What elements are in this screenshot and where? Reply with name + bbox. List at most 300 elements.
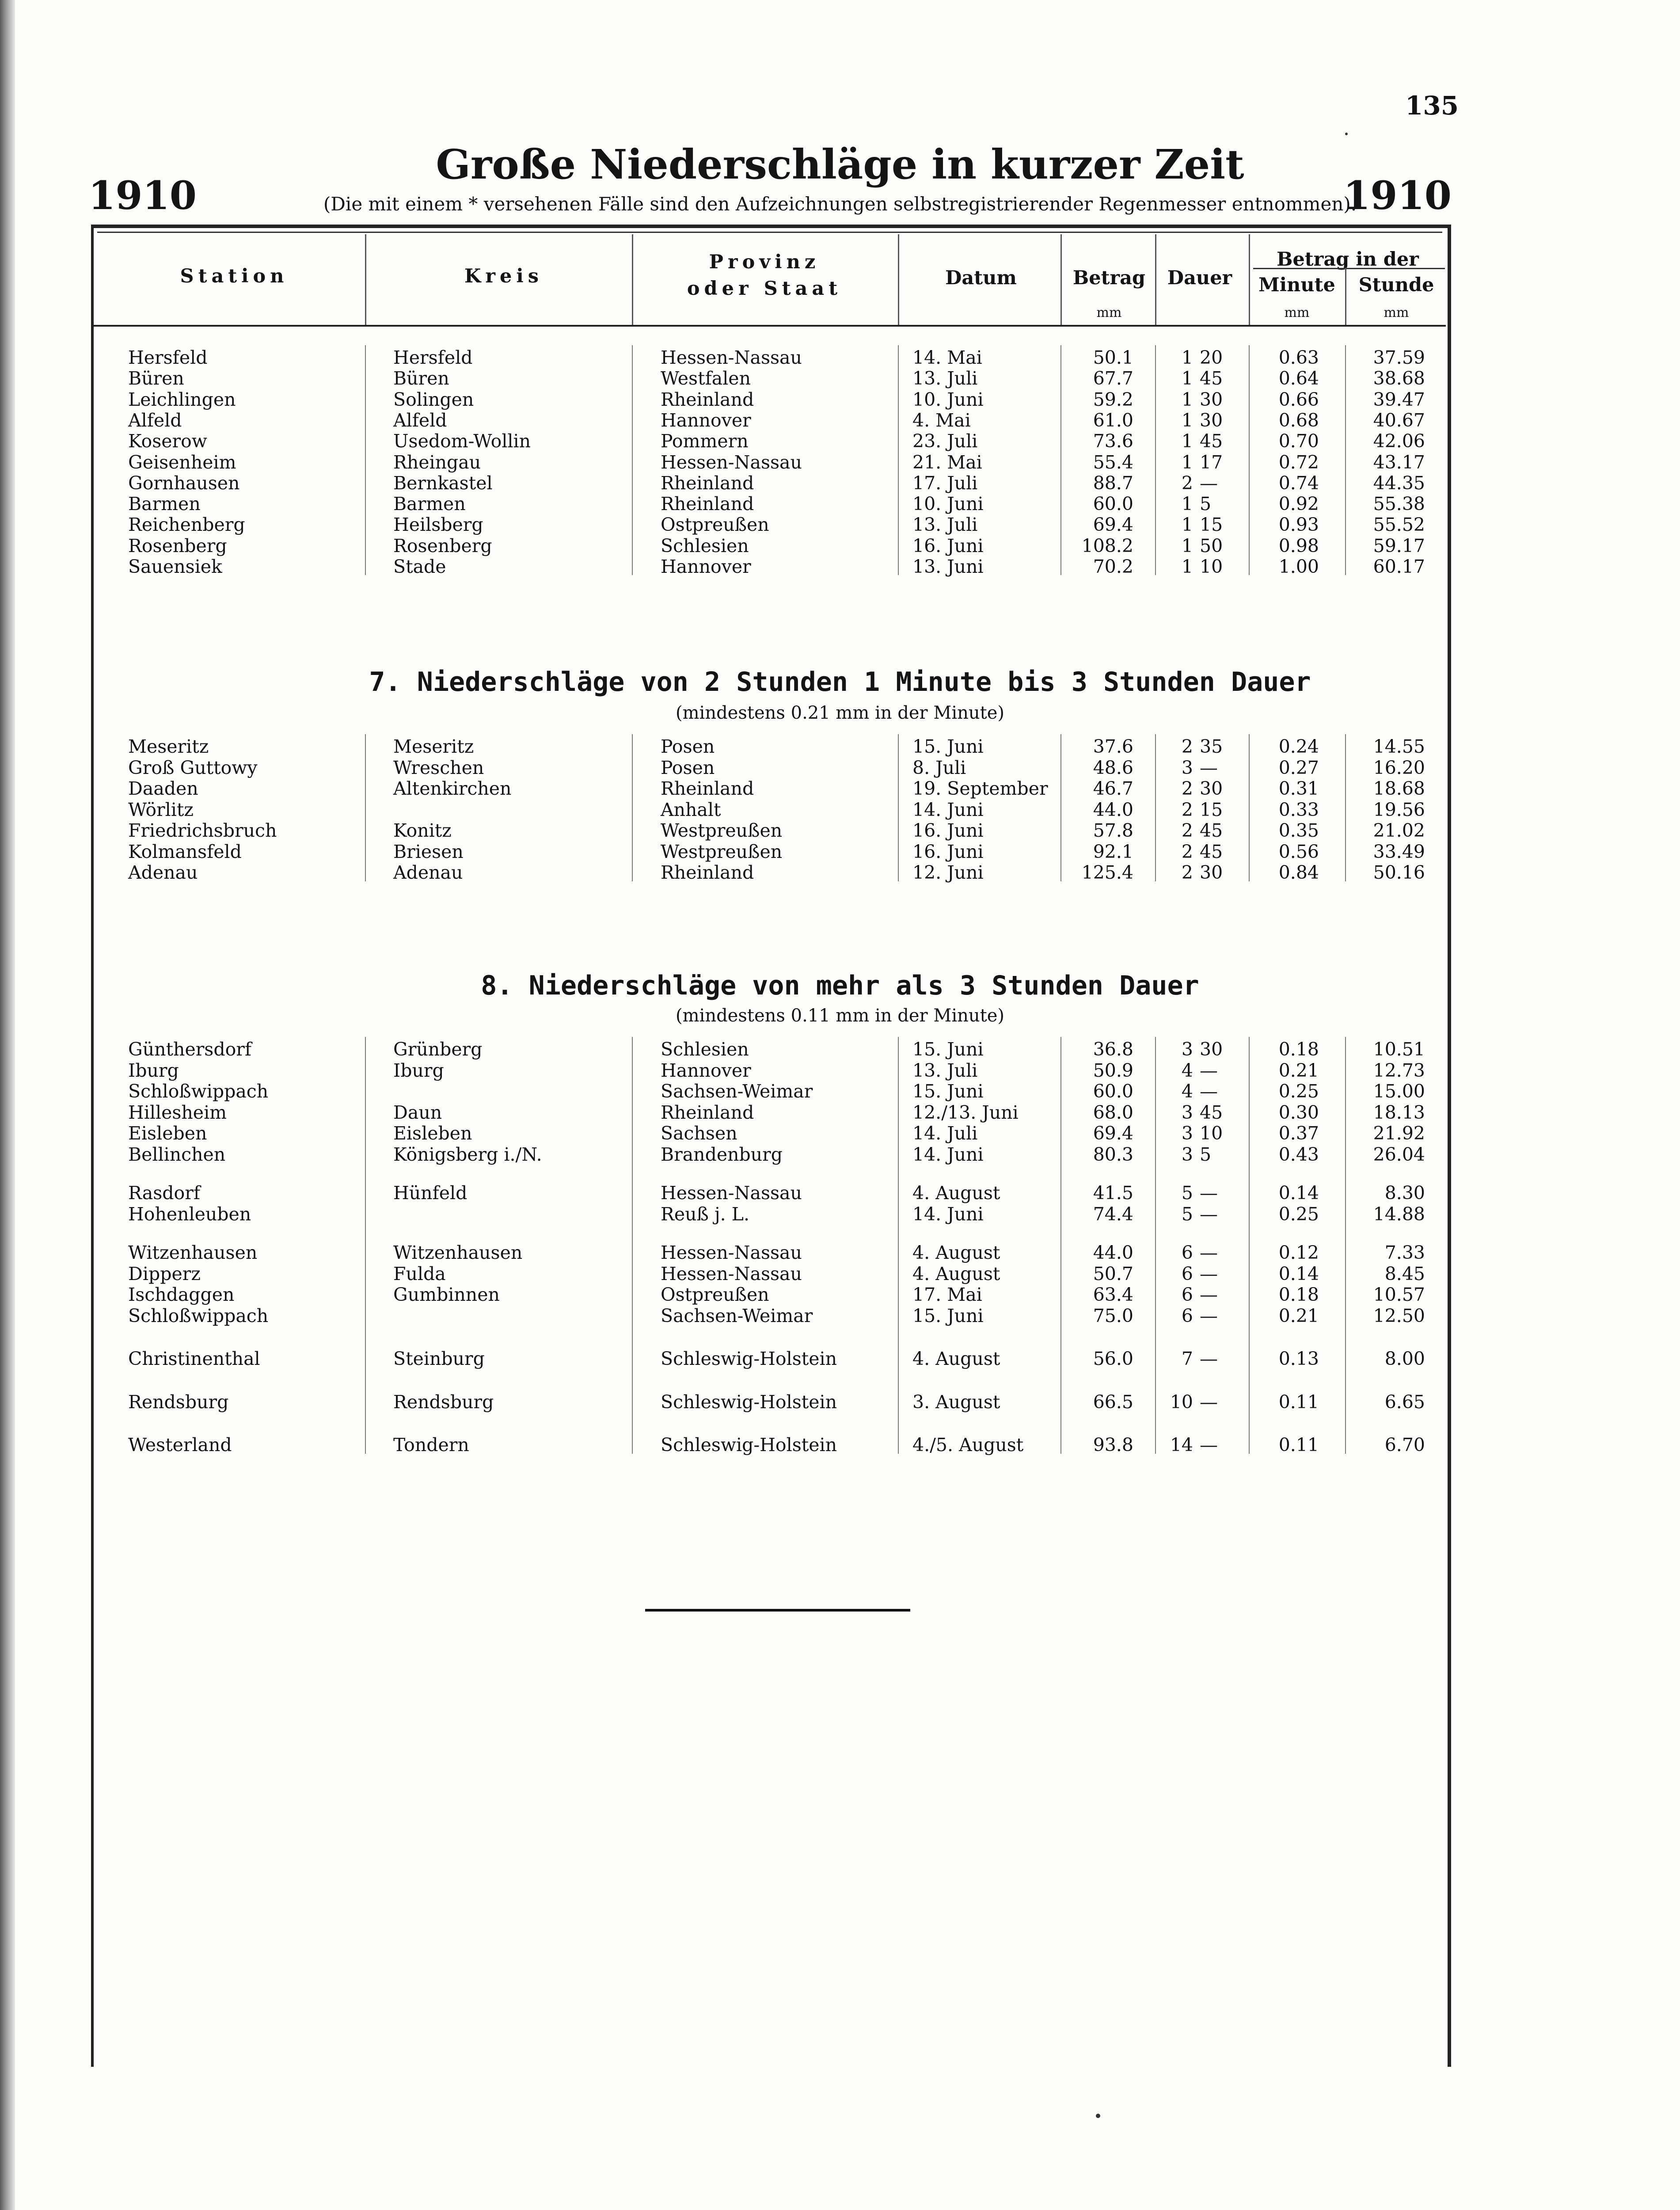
cell-kreis: Hünfeld: [393, 1182, 468, 1204]
cell-stunde: 6.65: [1384, 1391, 1425, 1413]
cell-dauer-m: 10: [1200, 1123, 1223, 1144]
cell-station: Wörlitz: [128, 799, 194, 820]
cell-minute: 0.74: [1278, 472, 1319, 494]
cell-station: Alfeld: [128, 409, 182, 431]
header-kreis: Kreis: [464, 265, 543, 287]
cell-datum: 13. Juli: [912, 1059, 978, 1081]
table-row: [0, 778, 1680, 799]
cell-datum: 3. August: [912, 1391, 1000, 1413]
cell-dauer-h: 6: [1181, 1284, 1193, 1305]
column-divider: [898, 734, 899, 881]
cell-minute: 0.70: [1278, 431, 1319, 452]
table-row: [0, 736, 1680, 757]
cell-minute: 0.93: [1278, 514, 1319, 536]
cell-kreis: Rheingau: [393, 451, 481, 473]
cell-minute: 0.18: [1278, 1284, 1319, 1305]
table-row: [0, 1305, 1680, 1326]
cell-datum: 15. Juni: [912, 1305, 984, 1326]
cell-dauer-m: —: [1200, 1284, 1218, 1305]
cell-dauer-h: 2: [1181, 799, 1193, 820]
cell-stunde: 18.68: [1373, 778, 1425, 799]
header-divider: [1249, 234, 1250, 325]
cell-datum: 21. Mai: [912, 451, 982, 473]
cell-stunde: 26.04: [1373, 1143, 1425, 1165]
table-row: [0, 1348, 1680, 1369]
scan-speck: [1096, 2114, 1100, 2118]
cell-stunde: 15.00: [1373, 1081, 1425, 1102]
table-row: [0, 1242, 1680, 1263]
header-stunde-unit: mm: [1384, 305, 1409, 320]
cell-stunde: 55.52: [1373, 514, 1425, 536]
cell-dauer-m: 30: [1200, 389, 1223, 410]
cell-dauer-m: —: [1200, 757, 1218, 778]
cell-minute: 0.13: [1278, 1348, 1319, 1369]
cell-datum: 14. Juni: [912, 799, 984, 820]
header-provinz: Provinz: [709, 251, 820, 273]
cell-dauer-m: 45: [1200, 841, 1223, 862]
cell-kreis: Briesen: [393, 841, 464, 862]
cell-datum: 12./13. Juni: [912, 1101, 1019, 1123]
cell-kreis: Rendsburg: [393, 1391, 494, 1413]
cell-minute: 0.14: [1278, 1182, 1319, 1204]
table-row: [0, 1204, 1680, 1225]
cell-kreis: Wreschen: [393, 757, 484, 778]
table-row: [0, 1123, 1680, 1144]
table-row: [0, 493, 1680, 514]
cell-station: Witzenhausen: [128, 1242, 258, 1263]
table-row: [0, 862, 1680, 883]
cell-stunde: 19.56: [1373, 799, 1425, 820]
cell-stunde: 10.57: [1373, 1284, 1425, 1305]
table-row: [0, 389, 1680, 410]
cell-minute: 0.68: [1278, 409, 1319, 431]
cell-betrag: 70.2: [1093, 556, 1133, 577]
table-row: [0, 1081, 1680, 1102]
cell-station: Bellinchen: [128, 1143, 226, 1165]
cell-dauer-h: 14: [1170, 1434, 1193, 1456]
cell-station: Rosenberg: [128, 535, 227, 556]
cell-stunde: 18.13: [1373, 1101, 1425, 1123]
cell-dauer-m: —: [1200, 1434, 1218, 1456]
cell-betrag: 46.7: [1093, 778, 1133, 799]
cell-datum: 14. Mai: [912, 347, 982, 368]
cell-dauer-h: 2: [1181, 736, 1193, 757]
cell-dauer-m: —: [1200, 1242, 1218, 1263]
header-subdivider: [1253, 268, 1445, 269]
cell-betrag: 66.5: [1093, 1391, 1133, 1413]
column-divider: [1155, 1037, 1156, 1454]
cell-stunde: 7.33: [1384, 1242, 1425, 1263]
cell-dauer-m: 45: [1200, 820, 1223, 841]
table-row: [0, 820, 1680, 841]
cell-dauer-h: 6: [1181, 1242, 1193, 1263]
column-divider: [898, 1037, 899, 1454]
cell-minute: 0.21: [1278, 1059, 1319, 1081]
table-row: [0, 514, 1680, 535]
cell-dauer-h: 1: [1181, 493, 1193, 515]
cell-station: Groß Guttowy: [128, 757, 258, 778]
cell-dauer-h: 7: [1181, 1348, 1193, 1369]
cell-kreis: Gumbinnen: [393, 1284, 500, 1305]
header-staat: oder Staat: [687, 278, 842, 300]
cell-stunde: 14.88: [1373, 1203, 1425, 1225]
cell-stunde: 44.35: [1373, 472, 1425, 494]
cell-stunde: 42.06: [1373, 431, 1425, 452]
header-divider: [1155, 234, 1156, 325]
cell-provinz: Sachsen: [661, 1123, 737, 1144]
page-title: Große Niederschläge in kurzer Zeit: [436, 141, 1244, 188]
cell-kreis: Tondern: [393, 1434, 469, 1456]
cell-betrag: 60.0: [1093, 1081, 1133, 1102]
table-row: [0, 799, 1680, 820]
cell-betrag: 75.0: [1093, 1305, 1133, 1326]
cell-dauer-h: 1: [1181, 514, 1193, 536]
cell-provinz: Rheinland: [661, 389, 754, 410]
cell-stunde: 33.49: [1373, 841, 1425, 862]
cell-betrag: 41.5: [1093, 1182, 1133, 1204]
cell-stunde: 37.59: [1373, 347, 1425, 368]
cell-datum: 8. Juli: [912, 757, 966, 778]
cell-dauer-m: —: [1200, 1263, 1218, 1284]
cell-dauer-h: 5: [1181, 1182, 1193, 1204]
column-divider: [1060, 1037, 1061, 1454]
cell-minute: 0.43: [1278, 1143, 1319, 1165]
cell-stunde: 50.16: [1373, 862, 1425, 883]
cell-kreis: Meseritz: [393, 736, 474, 757]
cell-minute: 0.56: [1278, 841, 1319, 862]
cell-betrag: 44.0: [1093, 799, 1133, 820]
cell-dauer-m: 30: [1200, 409, 1223, 431]
cell-betrag: 92.1: [1093, 841, 1133, 862]
cell-minute: 0.27: [1278, 757, 1319, 778]
cell-minute: 0.31: [1278, 778, 1319, 799]
cell-minute: 0.18: [1278, 1039, 1319, 1060]
cell-kreis: Iburg: [393, 1059, 444, 1081]
cell-provinz: Schleswig-Holstein: [661, 1391, 837, 1413]
cell-provinz: Rheinland: [661, 472, 754, 494]
cell-dauer-m: 15: [1200, 514, 1223, 536]
cell-datum: 16. Juni: [912, 535, 984, 556]
header-minute-unit: mm: [1284, 305, 1310, 320]
column-divider: [1345, 734, 1346, 881]
cell-datum: 23. Juli: [912, 431, 978, 452]
cell-minute: 0.30: [1278, 1101, 1319, 1123]
cell-kreis: Solingen: [393, 389, 474, 410]
cell-station: Rendsburg: [128, 1391, 229, 1413]
header-rule: [94, 325, 1446, 327]
cell-minute: 0.35: [1278, 820, 1319, 841]
cell-dauer-m: 15: [1200, 799, 1223, 820]
footer-rule: [645, 1609, 910, 1612]
cell-provinz: Anhalt: [661, 799, 721, 820]
cell-station: Hohenleuben: [128, 1203, 251, 1225]
cell-stunde: 39.47: [1373, 389, 1425, 410]
table-row: [0, 1144, 1680, 1165]
cell-dauer-m: —: [1200, 1391, 1218, 1413]
section8-title: 8. Niederschläge von mehr als 3 Stunden Dauer: [481, 970, 1199, 1001]
cell-provinz: Schlesien: [661, 1039, 749, 1060]
column-divider: [1060, 734, 1061, 881]
cell-station: Ischdaggen: [128, 1284, 235, 1305]
cell-betrag: 61.0: [1093, 409, 1133, 431]
cell-datum: 13. Juli: [912, 368, 978, 389]
cell-provinz: Pommern: [661, 431, 749, 452]
cell-dauer-m: —: [1200, 1305, 1218, 1326]
cell-station: Schloßwippach: [128, 1081, 269, 1102]
cell-stunde: 6.70: [1384, 1434, 1425, 1456]
cell-datum: 19. September: [912, 778, 1048, 799]
cell-provinz: Sachsen-Weimar: [661, 1081, 813, 1102]
cell-betrag: 36.8: [1093, 1039, 1133, 1060]
cell-station: Leichlingen: [128, 389, 236, 410]
cell-datum: 15. Juni: [912, 736, 984, 757]
cell-dauer-h: 1: [1181, 451, 1193, 473]
cell-datum: 4. August: [912, 1242, 1000, 1263]
scan-speck: [1345, 133, 1348, 135]
cell-stunde: 8.45: [1384, 1263, 1425, 1284]
header-betrag-unit: mm: [1096, 305, 1122, 320]
table-row: [0, 1039, 1680, 1060]
header-dauer: Dauer: [1167, 267, 1232, 289]
table-row: [0, 1434, 1680, 1456]
cell-minute: 1.00: [1278, 556, 1319, 577]
cell-provinz: Hannover: [661, 409, 751, 431]
cell-station: Gornhausen: [128, 472, 240, 494]
cell-datum: 10. Juni: [912, 389, 984, 410]
cell-stunde: 12.50: [1373, 1305, 1425, 1326]
cell-dauer-h: 5: [1181, 1203, 1193, 1225]
header-divider: [1345, 268, 1346, 325]
cell-station: Hillesheim: [128, 1101, 227, 1123]
cell-stunde: 12.73: [1373, 1059, 1425, 1081]
cell-datum: 16. Juni: [912, 841, 984, 862]
column-divider: [632, 345, 633, 575]
cell-kreis: Steinburg: [393, 1348, 485, 1369]
cell-stunde: 21.92: [1373, 1123, 1425, 1144]
cell-station: Eisleben: [128, 1123, 207, 1144]
cell-stunde: 10.51: [1373, 1039, 1425, 1060]
table-row: [0, 1060, 1680, 1081]
cell-provinz: Westfalen: [661, 368, 751, 389]
cell-betrag: 44.0: [1093, 1242, 1133, 1263]
cell-datum: 13. Juli: [912, 514, 978, 536]
cell-minute: 0.21: [1278, 1305, 1319, 1326]
table-row: [0, 1182, 1680, 1204]
column-divider: [1345, 1037, 1346, 1454]
cell-provinz: Hessen-Nassau: [661, 347, 802, 368]
header-divider: [632, 234, 633, 325]
cell-station: Schloßwippach: [128, 1305, 269, 1326]
cell-dauer-h: 1: [1181, 347, 1193, 368]
cell-betrag: 56.0: [1093, 1348, 1133, 1369]
cell-datum: 10. Juni: [912, 493, 984, 515]
column-divider: [1155, 734, 1156, 881]
cell-dauer-h: 4: [1181, 1081, 1193, 1102]
cell-kreis: Bernkastel: [393, 472, 493, 494]
cell-dauer-m: 5: [1200, 1143, 1212, 1165]
cell-minute: 0.98: [1278, 535, 1319, 556]
cell-stunde: 40.67: [1373, 409, 1425, 431]
cell-station: Kolmansfeld: [128, 841, 242, 862]
cell-datum: 4. Mai: [912, 409, 971, 431]
cell-dauer-h: 1: [1181, 368, 1193, 389]
cell-dauer-m: 45: [1200, 431, 1223, 452]
cell-betrag: 60.0: [1093, 493, 1133, 515]
cell-station: Sauensiek: [128, 556, 222, 577]
cell-stunde: 60.17: [1373, 556, 1425, 577]
cell-dauer-m: —: [1200, 1182, 1218, 1204]
cell-betrag: 68.0: [1093, 1101, 1133, 1123]
cell-kreis: Heilsberg: [393, 514, 483, 536]
table-row: [0, 431, 1680, 452]
cell-datum: 4. August: [912, 1348, 1000, 1369]
cell-betrag: 74.4: [1093, 1203, 1133, 1225]
cell-station: Reichenberg: [128, 514, 245, 536]
cell-dauer-m: 45: [1200, 368, 1223, 389]
table-row: [0, 1263, 1680, 1284]
cell-dauer-m: —: [1200, 472, 1218, 494]
cell-provinz: Sachsen-Weimar: [661, 1305, 813, 1326]
cell-minute: 0.24: [1278, 736, 1319, 757]
cell-datum: 4. August: [912, 1263, 1000, 1284]
column-divider: [1249, 345, 1250, 575]
cell-minute: 0.33: [1278, 799, 1319, 820]
cell-datum: 12. Juni: [912, 862, 984, 883]
cell-provinz: Reuß j. L.: [661, 1203, 749, 1225]
cell-datum: 15. Juni: [912, 1039, 984, 1060]
cell-datum: 14. Juni: [912, 1143, 984, 1165]
cell-kreis: Usedom-Wollin: [393, 431, 531, 452]
cell-dauer-h: 2: [1181, 841, 1193, 862]
cell-station: Hersfeld: [128, 347, 208, 368]
table-row: [0, 1102, 1680, 1123]
column-divider: [365, 345, 366, 575]
cell-kreis: Konitz: [393, 820, 452, 841]
cell-dauer-h: 2: [1181, 820, 1193, 841]
cell-datum: 17. Juli: [912, 472, 978, 494]
cell-datum: 13. Juni: [912, 556, 984, 577]
table-top-rule: [97, 232, 1442, 233]
cell-stunde: 14.55: [1373, 736, 1425, 757]
cell-station: Dipperz: [128, 1263, 201, 1284]
cell-kreis: Witzenhausen: [393, 1242, 523, 1263]
cell-betrag: 125.4: [1081, 862, 1133, 883]
header-minute: Minute: [1258, 274, 1335, 296]
header-divider: [1060, 234, 1062, 325]
cell-dauer-h: 1: [1181, 409, 1193, 431]
cell-betrag: 50.9: [1093, 1059, 1133, 1081]
table-row: [0, 757, 1680, 778]
header-divider: [365, 234, 366, 325]
cell-provinz: Schleswig-Holstein: [661, 1434, 837, 1456]
cell-datum: 4./5. August: [912, 1434, 1024, 1456]
cell-dauer-m: —: [1200, 1348, 1218, 1369]
cell-dauer-h: 10: [1170, 1391, 1193, 1413]
section8-subtitle: (mindestens 0.11 mm in der Minute): [675, 1006, 1004, 1026]
cell-provinz: Ostpreußen: [661, 514, 769, 536]
cell-provinz: Hessen-Nassau: [661, 451, 802, 473]
cell-datum: 16. Juni: [912, 820, 984, 841]
table-row: [0, 347, 1680, 368]
cell-stunde: 43.17: [1373, 451, 1425, 473]
cell-provinz: Posen: [661, 757, 715, 778]
cell-datum: 17. Mai: [912, 1284, 982, 1305]
cell-minute: 0.25: [1278, 1203, 1319, 1225]
cell-dauer-h: 3: [1181, 1101, 1193, 1123]
cell-datum: 4. August: [912, 1182, 1000, 1204]
cell-provinz: Schlesien: [661, 535, 749, 556]
cell-station: Friedrichsbruch: [128, 820, 277, 841]
cell-kreis: Hersfeld: [393, 347, 473, 368]
cell-station: Geisenheim: [128, 451, 236, 473]
cell-dauer-h: 2: [1181, 778, 1193, 799]
cell-dauer-h: 3: [1181, 1123, 1193, 1144]
cell-betrag: 37.6: [1093, 736, 1133, 757]
header-divider: [898, 234, 899, 325]
page-subtitle: (Die mit einem * versehenen Fälle sind den Aufzeichnungen selbstregistrierender Regenmesser entnommen).: [323, 193, 1357, 215]
cell-minute: 0.25: [1278, 1081, 1319, 1102]
cell-betrag: 88.7: [1093, 472, 1133, 494]
table-row: [0, 841, 1680, 862]
cell-minute: 0.72: [1278, 451, 1319, 473]
cell-kreis: Fulda: [393, 1263, 446, 1284]
cell-provinz: Ostpreußen: [661, 1284, 769, 1305]
cell-station: Koserow: [128, 431, 207, 452]
cell-betrag: 80.3: [1093, 1143, 1133, 1165]
cell-station: Meseritz: [128, 736, 209, 757]
page-number: 135: [1405, 91, 1459, 121]
section7-title: 7. Niederschläge von 2 Stunden 1 Minute bis 3 Stunden Dauer: [369, 667, 1311, 697]
cell-provinz: Hessen-Nassau: [661, 1263, 802, 1284]
cell-provinz: Schleswig-Holstein: [661, 1348, 837, 1369]
cell-provinz: Westpreußen: [661, 820, 783, 841]
cell-provinz: Hannover: [661, 1059, 751, 1081]
table-row: [0, 535, 1680, 556]
cell-provinz: Brandenburg: [661, 1143, 783, 1165]
column-divider: [1249, 734, 1250, 881]
cell-dauer-m: 30: [1200, 778, 1223, 799]
header-stunde: Stunde: [1358, 274, 1434, 296]
cell-stunde: 59.17: [1373, 535, 1425, 556]
cell-kreis: Stade: [393, 556, 446, 577]
cell-dauer-h: 1: [1181, 535, 1193, 556]
cell-betrag: 67.7: [1093, 368, 1133, 389]
cell-kreis: Alfeld: [393, 409, 447, 431]
cell-betrag: 63.4: [1093, 1284, 1133, 1305]
cell-betrag: 57.8: [1093, 820, 1133, 841]
cell-station: Westerland: [128, 1434, 232, 1456]
cell-dauer-h: 1: [1181, 389, 1193, 410]
header-betrag-in-der: Betrag in der: [1277, 248, 1419, 271]
cell-betrag: 50.1: [1093, 347, 1133, 368]
table-row: [0, 556, 1680, 577]
table-row: [0, 1391, 1680, 1413]
cell-dauer-m: 30: [1200, 862, 1223, 883]
column-divider: [898, 345, 899, 575]
cell-dauer-m: 45: [1200, 1101, 1223, 1123]
cell-dauer-m: 10: [1200, 556, 1223, 577]
cell-stunde: 16.20: [1373, 757, 1425, 778]
cell-minute: 0.37: [1278, 1123, 1319, 1144]
cell-station: Rasdorf: [128, 1182, 200, 1204]
header-betrag: Betrag: [1072, 267, 1146, 289]
cell-betrag: 50.7: [1093, 1263, 1133, 1284]
cell-kreis: Barmen: [393, 493, 466, 515]
cell-provinz: Rheinland: [661, 778, 754, 799]
cell-betrag: 69.4: [1093, 1123, 1133, 1144]
column-divider: [365, 734, 366, 881]
cell-minute: 0.11: [1278, 1391, 1319, 1413]
